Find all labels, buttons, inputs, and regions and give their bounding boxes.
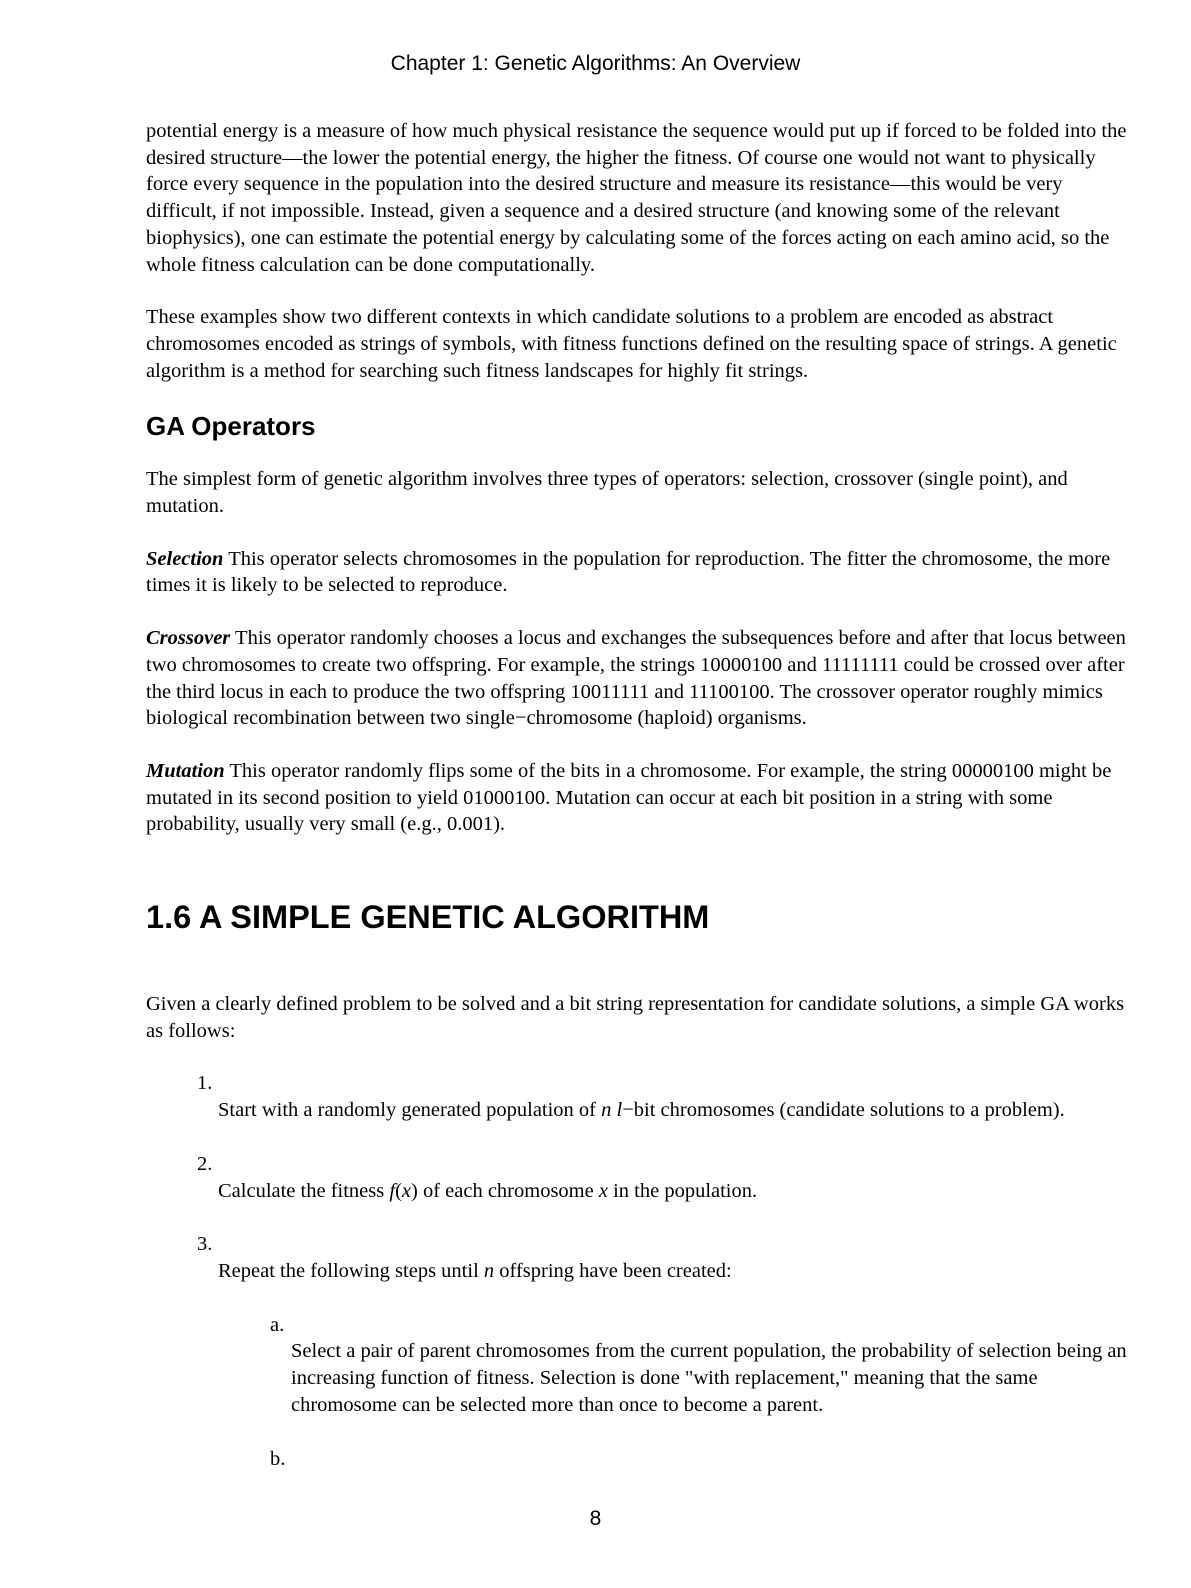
list-number: 1. [197,1072,213,1095]
selection-text: This operator selects chromosomes in the population for reproduction. The fitter the chromosome, the more times it is likely to be selected to reproduce. [146,547,1111,597]
section-heading: 1.6 A SIMPLE GENETIC ALGORITHM [146,899,710,936]
paragraph-potential-energy: potential energy is a measure of how much physical resistance the sequence would put up if forced to be folded into the desired structure—the lower the potential energy, the higher the fitness. Of course one would not want to physically force every sequence in the population into the desired structure and measure its resistance—this would be very difficult, if not impossible. Instead, given a sequence and a desired structure (and knowing some of the relevant biophysics), one can estimate the potential energy by calculating some of the forces acting on each amino acid, so the whole fitness calculation can be done computationally. [146,120,1127,276]
list-number: 2. [197,1152,213,1175]
sub-list-item-a [146,1312,1136,1419]
paragraph-examples: These examples show two different contexts in which candidate solutions to a problem are encoded as abstract chromosomes encoded as strings of symbols, with fitness functions defined on the resulting space of strings. A genetic algorithm is a method for searching such fitness landscapes for highly fit strings. [146,306,1117,382]
list-item-2 [146,1151,1136,1204]
mutation-paragraph [146,758,1136,838]
page-content [146,118,1136,1499]
mutation-text: This operator randomly flips some of the bits in a chromosome. For example, the string 00000100 might be mutated in its second position to yield 01000100. Mutation can occur at each bit position in a string with some probability, usually very small (e.g., 0.001). [146,759,1112,836]
crossover-text: This operator randomly chooses a locus and exchanges the subsequences before and after that locus between two chromosomes to create two offspring. For example, the strings 10000100 and 11111111 could be crossed over after the third locus in each to produce the two offspring 10011111 and 11100100. The crossover operator roughly mimics biological recombination between two single−chromosome (haploid) organisms. [146,627,1126,730]
ga-operators-heading: GA Operators [146,411,316,442]
sub-list-item-text: Select a pair of parent chromosomes from the current population, the probability of selection being an increasing function of fitness. Selection is done "with replacement," meaning that the same chromosome can be selected more than once to become a parent. [291,1340,1127,1416]
section-intro: Given a clearly defined problem to be solved and a bit string representation for candidate solutions, a simple GA works as follows: [146,993,1125,1042]
crossover-term: Crossover [146,627,231,650]
list-item-1 [146,1070,1136,1123]
running-header: Chapter 1: Genetic Algorithms: An Overview [390,52,801,75]
sub-list-letter: b. [270,1447,286,1470]
selection-term: Selection [146,547,224,570]
list-item-3 [146,1231,1136,1284]
list-item-text: Start with a randomly generated population of n l−bit chromosomes (candidate solutions to a problem). [218,1099,1065,1122]
list-item-text: Repeat the following steps until n offspring have been created: [218,1259,732,1282]
ga-operators-intro: The simplest form of genetic algorithm involves three types of operators: selection, crossover (single point), and mutation. [146,468,1068,518]
list-item-text: Calculate the fitness f(x) of each chromosome x in the population. [218,1179,758,1202]
page-number: 8 [589,1507,602,1530]
selection-paragraph [146,546,1136,599]
sub-list-letter: a. [270,1313,285,1336]
list-number: 3. [197,1233,213,1256]
sub-list-item-b [146,1446,1136,1473]
mutation-term: Mutation [146,759,225,782]
crossover-paragraph [146,625,1136,732]
